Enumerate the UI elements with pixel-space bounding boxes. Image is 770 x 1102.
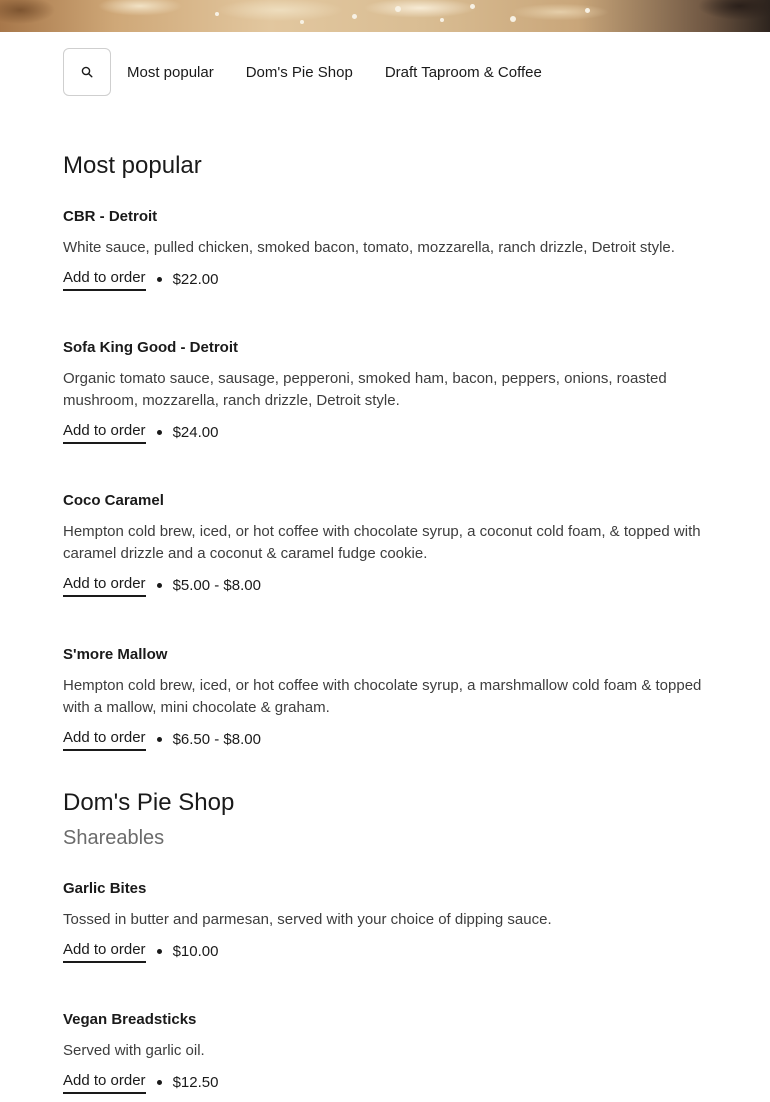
item-name: Vegan Breadsticks bbox=[63, 1011, 197, 1028]
menu-item bbox=[63, 646, 708, 751]
menu-item bbox=[63, 1011, 708, 1094]
separator-dot bbox=[157, 583, 162, 588]
hero-image bbox=[0, 0, 770, 32]
section-title-most-popular: Most popular bbox=[63, 152, 202, 179]
menu-item bbox=[63, 339, 708, 444]
separator-dot bbox=[157, 277, 162, 282]
add-to-order-button[interactable]: Add to order bbox=[63, 1071, 146, 1094]
item-description: White sauce, pulled chicken, smoked bacon, tomato, mozzarella, ranch drizzle, Detroit style. bbox=[63, 239, 675, 256]
item-description: Hempton cold brew, iced, or hot coffee with chocolate syrup, a marshmallow cold foam & topped with a mallow, mini chocolate & graham. bbox=[63, 677, 702, 716]
item-footer bbox=[63, 1070, 708, 1094]
item-price: $24.00 bbox=[172, 423, 219, 441]
item-footer bbox=[63, 727, 708, 751]
section-title-doms-pie-shop: Dom's Pie Shop bbox=[63, 789, 235, 816]
item-price: $12.50 bbox=[172, 1073, 219, 1091]
nav-link-most-popular[interactable]: Most popular bbox=[127, 63, 214, 81]
search-icon bbox=[81, 66, 93, 78]
item-footer bbox=[63, 939, 708, 963]
add-to-order-button[interactable]: Add to order bbox=[63, 940, 146, 963]
item-name: Garlic Bites bbox=[63, 880, 147, 897]
item-name: S'more Mallow bbox=[63, 646, 168, 663]
item-name: Sofa King Good - Detroit bbox=[63, 339, 238, 356]
separator-dot bbox=[157, 737, 162, 742]
subsection-title-shareables: Shareables bbox=[63, 827, 165, 849]
item-price: $5.00 - $8.00 bbox=[172, 576, 261, 594]
item-footer bbox=[63, 573, 708, 597]
item-price: $6.50 - $8.00 bbox=[172, 730, 261, 748]
item-description: Hempton cold brew, iced, or hot coffee with chocolate syrup, a coconut cold foam, & topped with caramel drizzle and a coconut & caramel fudge cookie. bbox=[63, 523, 701, 562]
item-footer bbox=[63, 267, 708, 291]
item-name: CBR - Detroit bbox=[63, 208, 158, 225]
item-price: $10.00 bbox=[172, 942, 219, 960]
menu-item bbox=[63, 492, 708, 597]
item-name: Coco Caramel bbox=[63, 492, 164, 509]
nav-link-draft-taproom-coffee[interactable]: Draft Taproom & Coffee bbox=[384, 63, 542, 81]
nav-link-doms-pie-shop[interactable]: Dom's Pie Shop bbox=[245, 63, 353, 81]
separator-dot bbox=[157, 1080, 162, 1085]
add-to-order-button[interactable]: Add to order bbox=[63, 728, 146, 751]
menu-category-nav bbox=[63, 48, 558, 96]
separator-dot bbox=[157, 430, 162, 435]
add-to-order-button[interactable]: Add to order bbox=[63, 574, 146, 597]
add-to-order-button[interactable]: Add to order bbox=[63, 268, 146, 291]
item-price: $22.00 bbox=[172, 270, 219, 288]
menu-item bbox=[63, 208, 708, 291]
separator-dot bbox=[157, 949, 162, 954]
item-description: Tossed in butter and parmesan, served with your choice of dipping sauce. bbox=[63, 911, 552, 928]
search-button[interactable] bbox=[63, 48, 111, 96]
add-to-order-button[interactable]: Add to order bbox=[63, 421, 146, 444]
item-description: Organic tomato sauce, sausage, pepperoni, smoked ham, bacon, peppers, onions, roasted mushroom, mozzarella, ranch drizzle, Detroit style. bbox=[63, 370, 667, 409]
menu-item bbox=[63, 880, 708, 963]
item-footer bbox=[63, 420, 708, 444]
item-description: Served with garlic oil. bbox=[63, 1042, 205, 1059]
